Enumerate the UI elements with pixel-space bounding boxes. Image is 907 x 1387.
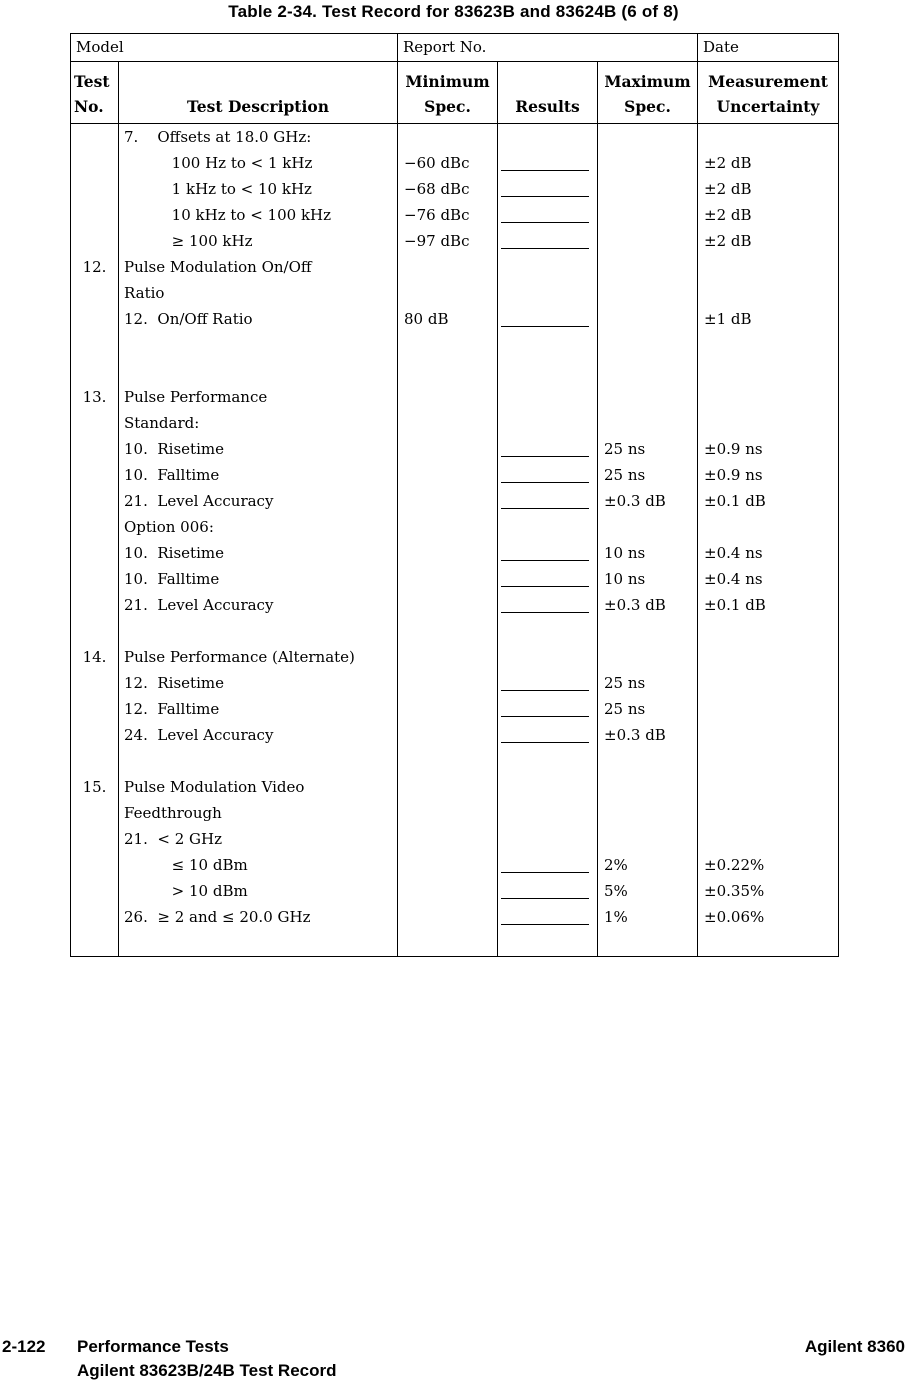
table-row: [71, 358, 839, 384]
table-row: [71, 592, 839, 618]
cell-res: [498, 930, 598, 957]
cell-no: 15.: [71, 774, 119, 800]
meta-report-no-cell: Report No.: [398, 34, 698, 62]
cell-res: [498, 176, 598, 202]
cell-max: [598, 254, 698, 280]
cell-unc: ±0.06%: [698, 904, 839, 930]
table-row: [71, 332, 839, 358]
cell-min: [398, 670, 498, 696]
table-row: [71, 696, 839, 722]
cell-res: [498, 540, 598, 566]
footer-subtitle: Agilent 83623B/24B Test Record: [77, 1361, 337, 1380]
col-header-measurement-uncertainty: [698, 62, 839, 124]
table-row: [71, 150, 839, 176]
cell-min: [398, 358, 498, 384]
cell-min: [398, 332, 498, 358]
cell-unc: [698, 774, 839, 800]
cell-unc: [698, 124, 839, 151]
col-header-description-line: Test Description: [187, 97, 329, 116]
cell-desc: Pulse Modulation Video: [119, 774, 398, 800]
cell-desc: > 10 dBm: [119, 878, 398, 904]
table-row: [71, 566, 839, 592]
cell-unc: [698, 332, 839, 358]
cell-unc: ±0.4 ns: [698, 540, 839, 566]
cell-max: [598, 774, 698, 800]
cell-max: 25 ns: [598, 696, 698, 722]
cell-res: [498, 202, 598, 228]
table-row: [71, 410, 839, 436]
cell-desc: ≤ 10 dBm: [119, 852, 398, 878]
result-blank-line: [501, 722, 589, 743]
col-header-no-line: No.: [74, 97, 104, 116]
cell-desc: [119, 332, 398, 358]
cell-unc: [698, 618, 839, 644]
table-row: [71, 254, 839, 280]
cell-max: ±0.3 dB: [598, 722, 698, 748]
cell-max: ±0.3 dB: [598, 592, 698, 618]
cell-unc: [698, 280, 839, 306]
cell-min: [398, 540, 498, 566]
cell-min: [398, 904, 498, 930]
cell-min: [398, 384, 498, 410]
cell-min: [398, 644, 498, 670]
footer-product-family: Agilent 8360: [804, 1337, 905, 1356]
cell-desc: Option 006:: [119, 514, 398, 540]
cell-desc: Pulse Performance: [119, 384, 398, 410]
cell-min: −68 dBc: [398, 176, 498, 202]
cell-max: [598, 332, 698, 358]
table-row: [71, 280, 839, 306]
cell-no: 13.: [71, 384, 119, 410]
cell-max: 10 ns: [598, 540, 698, 566]
footer-section-title: Performance Tests: [77, 1337, 229, 1356]
cell-no: [71, 852, 119, 878]
cell-desc: 21. Level Accuracy: [119, 488, 398, 514]
cell-unc: [698, 748, 839, 774]
table-row: [71, 540, 839, 566]
cell-max: [598, 800, 698, 826]
cell-unc: [698, 254, 839, 280]
result-blank-line: [501, 696, 589, 717]
footer-page-number: 2-122: [2, 1337, 46, 1356]
cell-no: [71, 514, 119, 540]
cell-no: 14.: [71, 644, 119, 670]
cell-max: ±0.3 dB: [598, 488, 698, 514]
cell-min: [398, 514, 498, 540]
cell-no: [71, 826, 119, 852]
table-row: [71, 306, 839, 332]
col-header-min-spec-line: Spec.: [424, 97, 471, 116]
result-blank-line: [501, 488, 589, 509]
cell-desc: 12. On/Off Ratio: [119, 306, 398, 332]
cell-min: −97 dBc: [398, 228, 498, 254]
table-row: [71, 852, 839, 878]
cell-min: [398, 618, 498, 644]
cell-res: [498, 670, 598, 696]
cell-res: [498, 852, 598, 878]
cell-no: [71, 462, 119, 488]
cell-unc: [698, 696, 839, 722]
col-header-minimum-spec: [398, 62, 498, 124]
cell-desc: Pulse Performance (Alternate): [119, 644, 398, 670]
table-row: [71, 488, 839, 514]
result-blank-line: [501, 540, 589, 561]
cell-min: [398, 280, 498, 306]
cell-desc: Pulse Modulation On/Off: [119, 254, 398, 280]
result-blank-line: [501, 592, 589, 613]
table-row: [71, 878, 839, 904]
cell-min: [398, 254, 498, 280]
cell-res: [498, 826, 598, 852]
table-row: [71, 176, 839, 202]
cell-res: [498, 436, 598, 462]
col-header-results: [498, 62, 598, 124]
cell-desc: [119, 930, 398, 957]
cell-desc: [119, 748, 398, 774]
cell-no: [71, 410, 119, 436]
cell-min: [398, 878, 498, 904]
cell-unc: ±2 dB: [698, 202, 839, 228]
cell-unc: ±0.9 ns: [698, 436, 839, 462]
cell-min: [398, 722, 498, 748]
cell-no: [71, 592, 119, 618]
cell-desc: 10 kHz to < 100 kHz: [119, 202, 398, 228]
table-row: [71, 774, 839, 800]
table-row: [71, 202, 839, 228]
meta-date-cell: Date: [698, 34, 839, 62]
cell-res: [498, 228, 598, 254]
cell-min: [398, 696, 498, 722]
cell-min: [398, 566, 498, 592]
cell-no: [71, 436, 119, 462]
col-header-measurement-line: Measurement: [708, 72, 828, 91]
cell-res: [498, 358, 598, 384]
cell-desc: 10. Falltime: [119, 566, 398, 592]
cell-desc: 12. Falltime: [119, 696, 398, 722]
cell-res: [498, 592, 598, 618]
cell-max: 25 ns: [598, 670, 698, 696]
cell-max: [598, 826, 698, 852]
cell-desc: 12. Risetime: [119, 670, 398, 696]
result-blank-line: [501, 462, 589, 483]
cell-desc: 1 kHz to < 10 kHz: [119, 176, 398, 202]
cell-desc: 10. Falltime: [119, 462, 398, 488]
cell-max: 25 ns: [598, 436, 698, 462]
result-blank-line: [501, 228, 589, 249]
cell-desc: [119, 618, 398, 644]
cell-unc: ±2 dB: [698, 176, 839, 202]
col-header-minimum-line: Minimum: [405, 72, 490, 91]
cell-no: [71, 358, 119, 384]
cell-res: [498, 124, 598, 151]
cell-desc: 21. Level Accuracy: [119, 592, 398, 618]
cell-min: [398, 436, 498, 462]
cell-no: [71, 878, 119, 904]
cell-no: [71, 228, 119, 254]
cell-no: [71, 540, 119, 566]
page-footer: [2, 1337, 905, 1381]
cell-no: [71, 696, 119, 722]
cell-desc: 24. Level Accuracy: [119, 722, 398, 748]
cell-no: [71, 670, 119, 696]
footer-line-1: [2, 1337, 905, 1357]
col-header-maximum-line: Maximum: [604, 72, 691, 91]
cell-res: [498, 514, 598, 540]
col-header-test-no: [71, 62, 119, 124]
col-header-description: [119, 62, 398, 124]
cell-res: [498, 878, 598, 904]
cell-min: [398, 748, 498, 774]
cell-no: [71, 176, 119, 202]
cell-min: [398, 592, 498, 618]
result-blank-line: [501, 202, 589, 223]
result-blank-line: [501, 566, 589, 587]
cell-no: 12.: [71, 254, 119, 280]
cell-min: [398, 124, 498, 151]
table-row: [71, 436, 839, 462]
cell-desc: Standard:: [119, 410, 398, 436]
table-body: [71, 124, 839, 957]
cell-res: [498, 566, 598, 592]
cell-no: [71, 202, 119, 228]
result-blank-line: [501, 670, 589, 691]
table-row: [71, 228, 839, 254]
meta-header-row: [71, 34, 839, 62]
cell-res: [498, 306, 598, 332]
result-blank-line: [501, 852, 589, 873]
cell-res: [498, 618, 598, 644]
cell-desc: 10. Risetime: [119, 540, 398, 566]
cell-desc: 26. ≥ 2 and ≤ 20.0 GHz: [119, 904, 398, 930]
cell-desc: 10. Risetime: [119, 436, 398, 462]
cell-min: [398, 410, 498, 436]
cell-desc: Feedthrough: [119, 800, 398, 826]
cell-no: [71, 488, 119, 514]
cell-max: [598, 748, 698, 774]
table-row: [71, 904, 839, 930]
cell-unc: [698, 826, 839, 852]
cell-unc: ±0.4 ns: [698, 566, 839, 592]
cell-unc: [698, 514, 839, 540]
cell-min: [398, 930, 498, 957]
cell-unc: [698, 644, 839, 670]
cell-unc: ±2 dB: [698, 228, 839, 254]
result-blank-line: [501, 150, 589, 171]
cell-min: [398, 462, 498, 488]
test-record-table: [70, 33, 839, 957]
table-row: [71, 644, 839, 670]
table-row: [71, 124, 839, 151]
cell-min: [398, 826, 498, 852]
cell-min: −76 dBc: [398, 202, 498, 228]
cell-unc: [698, 930, 839, 957]
cell-res: [498, 150, 598, 176]
cell-max: 10 ns: [598, 566, 698, 592]
table-row: [71, 748, 839, 774]
cell-min: [398, 800, 498, 826]
cell-res: [498, 462, 598, 488]
cell-unc: ±0.1 dB: [698, 488, 839, 514]
cell-res: [498, 748, 598, 774]
cell-res: [498, 280, 598, 306]
cell-no: [71, 150, 119, 176]
cell-max: 1%: [598, 904, 698, 930]
table-row: [71, 618, 839, 644]
cell-desc: 100 Hz to < 1 kHz: [119, 150, 398, 176]
cell-unc: [698, 410, 839, 436]
cell-no: [71, 306, 119, 332]
cell-res: [498, 800, 598, 826]
cell-unc: [698, 800, 839, 826]
result-blank-line: [501, 904, 589, 925]
cell-min: −60 dBc: [398, 150, 498, 176]
table-row: [71, 930, 839, 957]
cell-min: [398, 852, 498, 878]
cell-res: [498, 488, 598, 514]
column-header-row: [71, 62, 839, 124]
cell-desc: [119, 358, 398, 384]
cell-desc: 7. Offsets at 18.0 GHz:: [119, 124, 398, 151]
page-title: Table 2-34. Test Record for 83623B and 83624B (6 of 8): [228, 2, 679, 21]
cell-unc: ±0.22%: [698, 852, 839, 878]
cell-max: [598, 150, 698, 176]
cell-no: [71, 332, 119, 358]
cell-res: [498, 410, 598, 436]
col-header-results-line: Results: [515, 97, 580, 116]
cell-desc: Ratio: [119, 280, 398, 306]
cell-max: [598, 202, 698, 228]
cell-desc: ≥ 100 kHz: [119, 228, 398, 254]
cell-max: [598, 124, 698, 151]
cell-max: 2%: [598, 852, 698, 878]
cell-max: 25 ns: [598, 462, 698, 488]
meta-model-cell: Model: [71, 34, 398, 62]
cell-res: [498, 722, 598, 748]
cell-unc: ±0.1 dB: [698, 592, 839, 618]
cell-unc: ±0.35%: [698, 878, 839, 904]
cell-max: [598, 410, 698, 436]
cell-res: [498, 696, 598, 722]
cell-res: [498, 384, 598, 410]
col-header-maximum-spec: [598, 62, 698, 124]
cell-max: [598, 306, 698, 332]
cell-max: [598, 930, 698, 957]
cell-res: [498, 644, 598, 670]
cell-no: [71, 124, 119, 151]
cell-unc: [698, 384, 839, 410]
result-blank-line: [501, 306, 589, 327]
cell-res: [498, 254, 598, 280]
cell-min: [398, 488, 498, 514]
table-row: [71, 514, 839, 540]
cell-max: [598, 384, 698, 410]
cell-no: [71, 722, 119, 748]
cell-max: 5%: [598, 878, 698, 904]
table-row: [71, 670, 839, 696]
table-row: [71, 462, 839, 488]
cell-no: [71, 904, 119, 930]
table-row: [71, 826, 839, 852]
cell-min: 80 dB: [398, 306, 498, 332]
cell-max: [598, 228, 698, 254]
cell-no: [71, 280, 119, 306]
cell-max: [598, 618, 698, 644]
col-header-max-spec-line: Spec.: [624, 97, 671, 116]
cell-unc: [698, 670, 839, 696]
table-row: [71, 384, 839, 410]
cell-unc: [698, 722, 839, 748]
cell-max: [598, 644, 698, 670]
cell-no: [71, 748, 119, 774]
cell-res: [498, 332, 598, 358]
result-blank-line: [501, 436, 589, 457]
cell-max: [598, 176, 698, 202]
table-row: [71, 722, 839, 748]
cell-no: [71, 800, 119, 826]
result-blank-line: [501, 176, 589, 197]
table-row: [71, 800, 839, 826]
cell-unc: ±2 dB: [698, 150, 839, 176]
cell-unc: ±0.9 ns: [698, 462, 839, 488]
cell-desc: 21. < 2 GHz: [119, 826, 398, 852]
cell-max: [598, 514, 698, 540]
cell-unc: ±1 dB: [698, 306, 839, 332]
cell-max: [598, 358, 698, 384]
cell-unc: [698, 358, 839, 384]
cell-no: [71, 566, 119, 592]
col-header-uncertainty-line: Uncertainty: [716, 97, 820, 116]
cell-min: [398, 774, 498, 800]
col-header-test-line: Test: [74, 72, 110, 91]
result-blank-line: [501, 878, 589, 899]
cell-res: [498, 904, 598, 930]
cell-max: [598, 280, 698, 306]
cell-no: [71, 930, 119, 957]
cell-res: [498, 774, 598, 800]
cell-no: [71, 618, 119, 644]
